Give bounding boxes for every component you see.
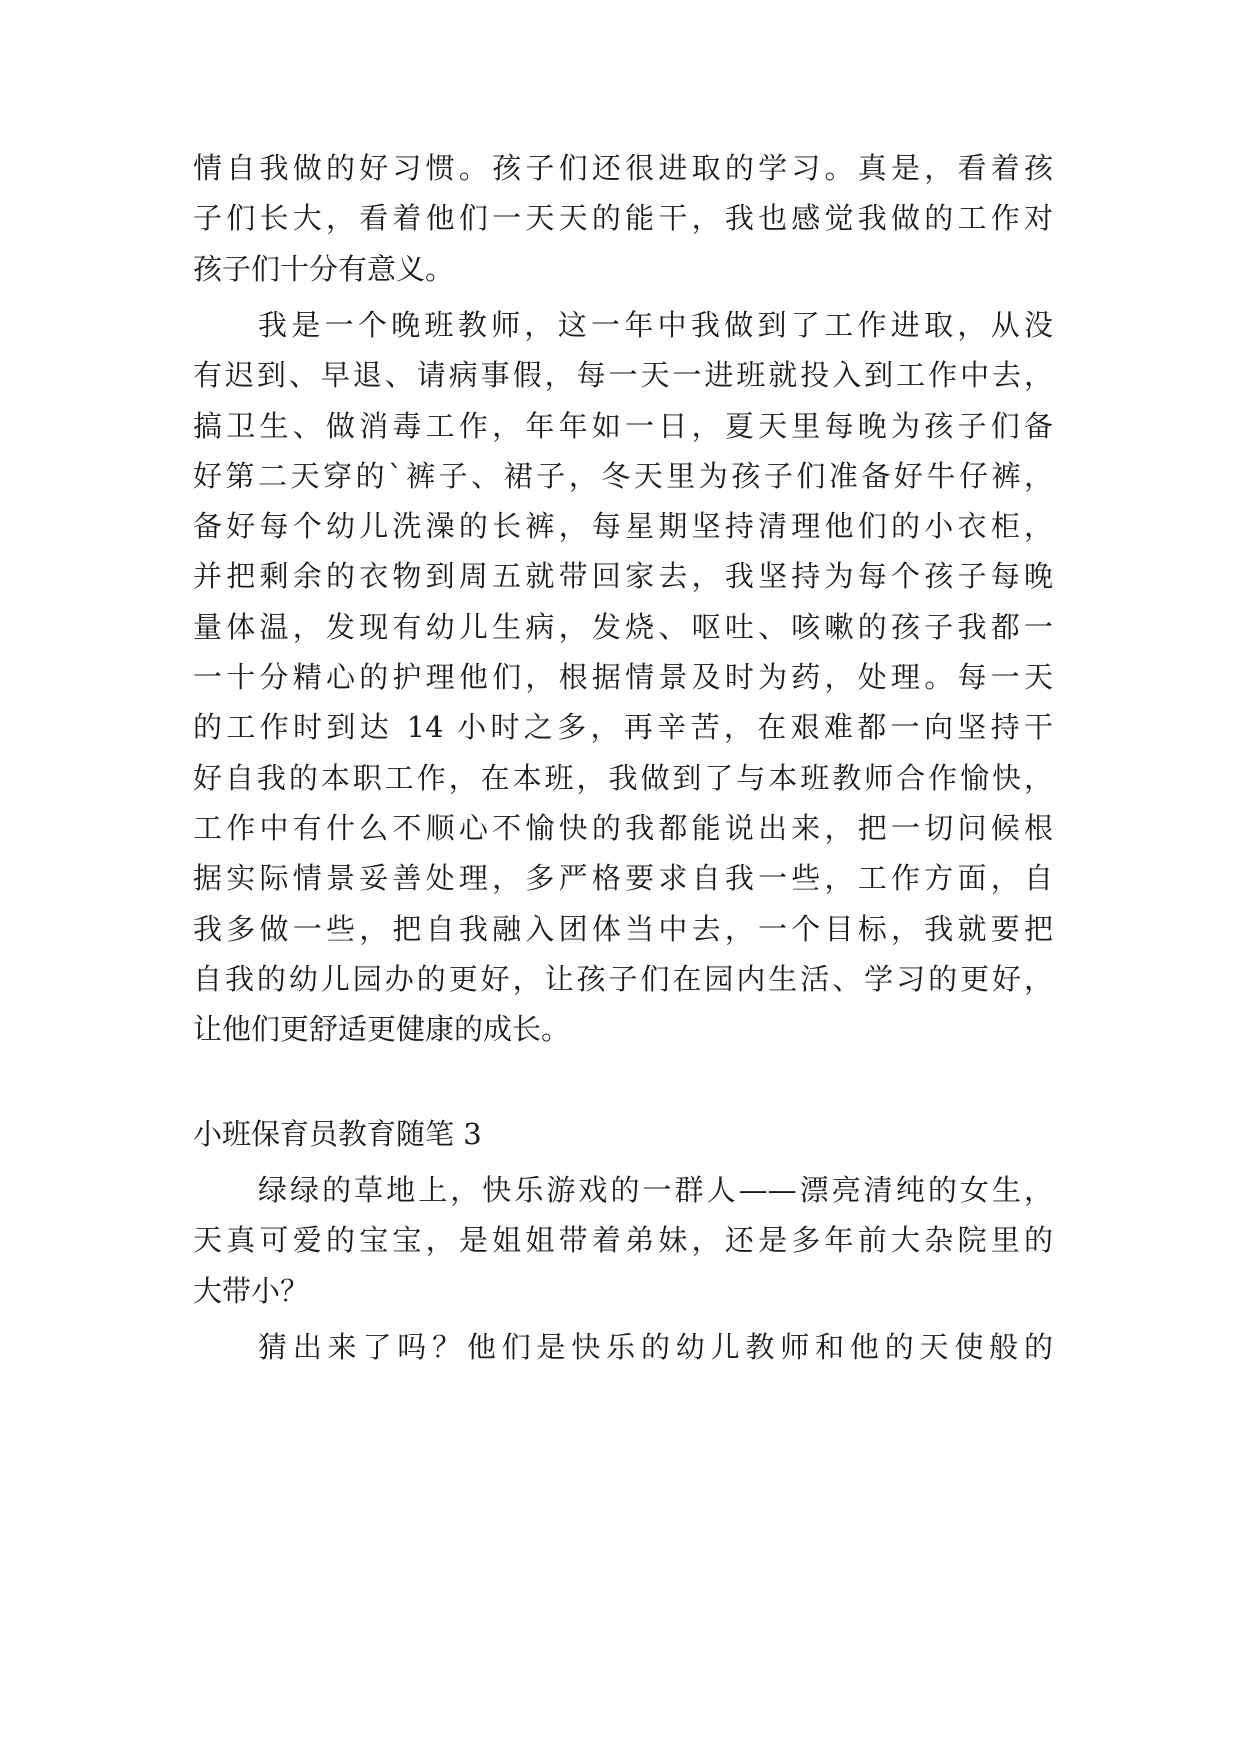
paragraph-2-line-12: 据实际情景妥善处理，多严格要求自我一些，工作方面，自	[193, 861, 1053, 895]
paragraph-3-line-3: 大带小？	[193, 1274, 310, 1308]
paragraph-2-line-10: 好自我的本职工作，在本班，我做到了与本班教师合作愉快，	[193, 761, 1053, 795]
paragraph-2-line-2: 有迟到、早退、请病事假，每一天一进班就投入到工作中去，	[193, 358, 1053, 392]
paragraph-2-line-6: 并把剩余的衣物到周五就带回家去，我坚持为每个孩子每晚	[193, 559, 1053, 593]
paragraph-2-line-15: 让他们更舒适更健康的成长。	[193, 1012, 571, 1046]
paragraph-2-line-3: 搞卫生、做消毒工作，年年如一日，夏天里每晚为孩子们备	[193, 409, 1053, 443]
paragraph-4-line-1: 猜出来了吗？他们是快乐的幼儿教师和他的天使般的	[258, 1330, 1053, 1364]
paragraph-3-line-1: 绿绿的草地上，快乐游戏的一群人——漂亮清纯的女生，	[258, 1173, 1053, 1207]
paragraph-1-line-3: 孩子们十分有意义。	[193, 252, 455, 286]
paragraph-2-line-7: 量体温，发现有幼儿生病，发烧、呕吐、咳嗽的孩子我都一	[193, 610, 1053, 644]
paragraph-2-line-8: 一十分精心的护理他们，根据情景及时为药，处理。每一天	[193, 660, 1053, 694]
paragraph-2-line-1: 我是一个晚班教师，这一年中我做到了工作进取，从没	[258, 308, 1053, 342]
paragraph-2-line-9: 的工作时到达 14 小时之多，再辛苦，在艰难都一向坚持干	[193, 710, 1053, 744]
paragraph-3-line-2: 天真可爱的宝宝，是姐姐带着弟妹，还是多年前大杂院里的	[193, 1223, 1053, 1257]
section-heading: 小班保育员教育随笔 3	[193, 1117, 482, 1151]
paragraph-1-line-2: 子们长大，看着他们一天天的能干，我也感觉我做的工作对	[193, 201, 1053, 235]
paragraph-2-line-14: 自我的幼儿园办的更好，让孩子们在园内生活、学习的更好，	[193, 962, 1053, 996]
paragraph-2-line-4: 好第二天穿的`裤子、裙子，冬天里为孩子们准备好牛仔裤，	[193, 459, 1053, 493]
paragraph-2-line-13: 我多做一些，把自我融入团体当中去，一个目标，我就要把	[193, 912, 1053, 946]
paragraph-1-line-1: 情自我做的好习惯。孩子们还很进取的学习。真是，看着孩	[193, 151, 1053, 185]
paragraph-2-line-11: 工作中有什么不顺心不愉快的我都能说出来，把一切问候根	[193, 811, 1053, 845]
paragraph-2-line-5: 备好每个幼儿洗澡的长裤，每星期坚持清理他们的小衣柜，	[193, 509, 1053, 543]
